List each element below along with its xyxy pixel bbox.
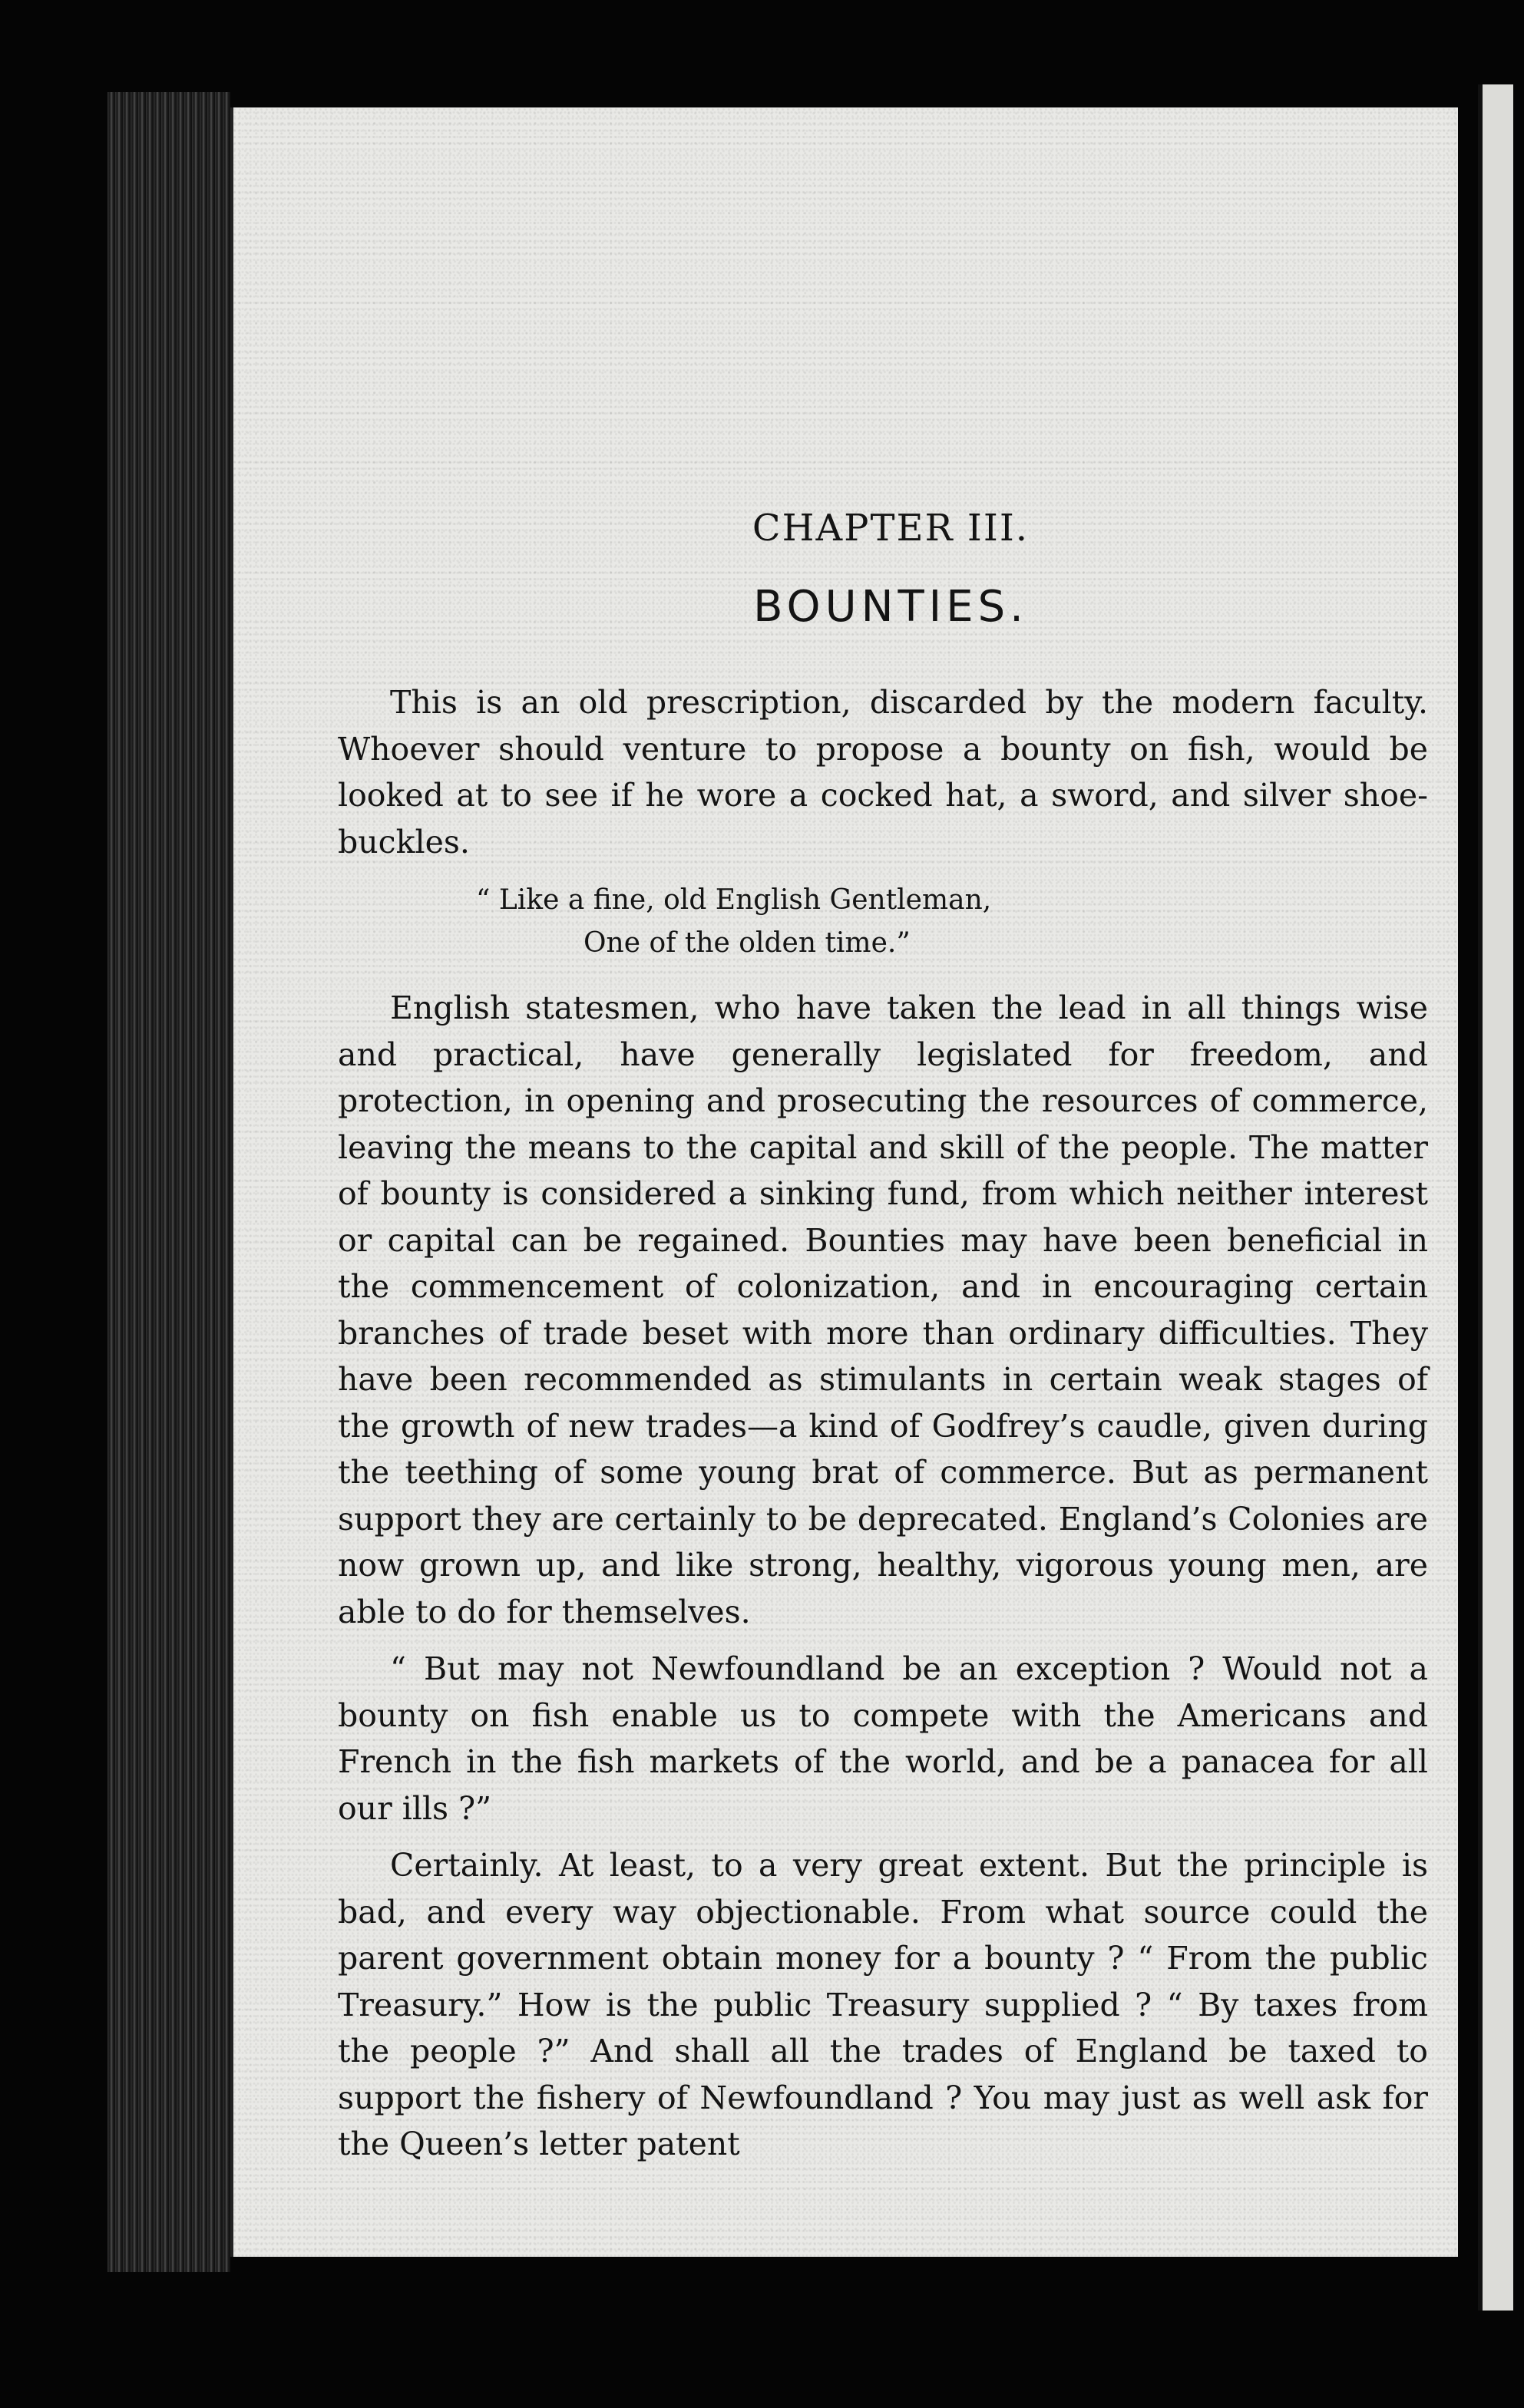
page-edges	[107, 92, 230, 2272]
paragraph-1: This is an old prescription, discarded by the modern faculty. Whoever should venture to propose a bounty on fish, would be looked at to see if he wore a cocked hat, a sword, and silver shoe-buckles.	[338, 684, 1428, 860]
chapter-title: BOUNTIES.	[753, 582, 1028, 632]
chapter-heading: CHAPTER III.	[752, 507, 1030, 550]
page-text	[338, 507, 1428, 2168]
paragraph-2: English statesmen, who have taken the lead in all things wise and practical, have generally legislated for freedom, and protection, in opening and prosecuting the resources of commerce, leaving the means to the capital and skill of the people. The matter of bounty is considered a sinking fund, from which neither interest or capital can be regained. Bounties may have been beneficial in the commencement of colonization, and in encouraging certain branches of trade beset with more than ordinary difficulties. They have been recommended as stimulants in certain weak stages of the growth of new trades—a kind of Godfrey’s caudle, given during the teething of some young brat of commerce. But as permanent support they are certainly to be deprecated. England’s Colonies are now grown up, and like strong, healthy, vigorous young men, are able to do for themselves.	[338, 989, 1428, 1630]
paragraph-3: “ But may not Newfoundland be an exception ? Would not a bounty on fish enable us to compete with the Americans and French in the fish markets of the world, and be a panacea for all our ills ?”	[338, 1650, 1428, 1827]
paragraph-4: Certainly. At least, to a very great extent. But the principle is bad, and every way objectionable. From what source could the parent government obtain money for a bounty ? “ From the public Treasury.” How is the public Treasury supplied ? “ By taxes from the people ?” And shall all the trades of England be taxed to support the fishery of Newfoundland ? You may just as well ask for the Queen’s letter patent	[338, 1847, 1428, 2162]
adjacent-page-edge	[1478, 84, 1513, 2311]
verse-line-2: One of the olden time.”	[583, 927, 911, 959]
verse-quote	[338, 879, 1428, 965]
verse-line-1: “ Like a fine, old English Gentleman,	[476, 884, 992, 916]
